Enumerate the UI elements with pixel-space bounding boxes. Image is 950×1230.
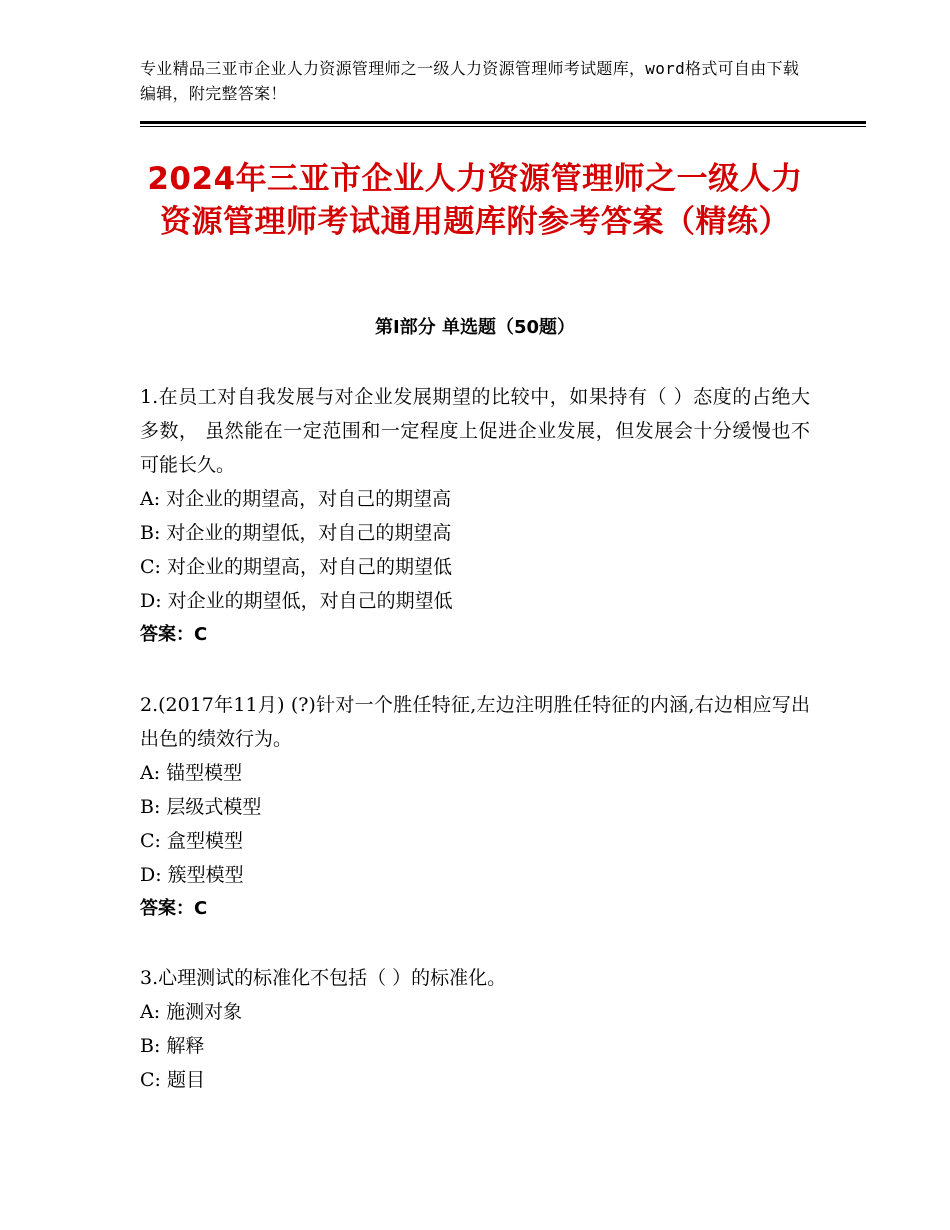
- question-stem: 2.(2017年11月) (?)针对一个胜任特征,左边注明胜任特征的内涵,右边相应写出出色的绩效行为。: [140, 694, 810, 750]
- option-b: B: 层级式模型: [140, 796, 262, 818]
- option-d: D: 对企业的期望低，对自己的期望低: [140, 590, 453, 612]
- answer: 答案：C: [140, 624, 208, 645]
- header-rule-thick: [140, 121, 866, 124]
- header-note: 专业精品三亚市企业人力资源管理师之一级人力资源管理师考试题库，word格式可自由下载编辑，附完整答案！: [140, 59, 800, 103]
- option-a: A: 锚型模型: [140, 762, 243, 784]
- question-2: [140, 688, 810, 926]
- question-stem: 1.在员工对自我发展与对企业发展期望的比较中，如果持有（ ）态度的占绝大多数， 虽然能在一定范围和一定程度上促进企业发展，但发展会十分缓慢也不可能长久。: [140, 386, 810, 476]
- question-stem: 3.心理测试的标准化不包括（ ）的标准化。: [140, 967, 507, 989]
- option-c: C: 对企业的期望高，对自己的期望低: [140, 556, 452, 578]
- option-b: B: 解释: [140, 1035, 205, 1057]
- option-a: A: 对企业的期望高，对自己的期望高: [140, 488, 452, 510]
- header-rule-thin: [140, 126, 866, 127]
- answer: 答案：C: [140, 898, 208, 919]
- question-1: [140, 380, 810, 652]
- document-title: 2024年三亚市企业人力资源管理师之一级人力资源管理师考试通用题库附参考答案（精练）: [147, 161, 803, 240]
- question-3: [140, 961, 810, 1097]
- option-b: B: 对企业的期望低，对自己的期望高: [140, 522, 452, 544]
- option-c: C: 题目: [140, 1069, 205, 1091]
- option-d: D: 簇型模型: [140, 864, 244, 886]
- section-heading: 第Ⅰ部分 单选题（50题）: [374, 317, 575, 338]
- option-c: C: 盒型模型: [140, 830, 243, 852]
- option-a: A: 施测对象: [140, 1001, 243, 1023]
